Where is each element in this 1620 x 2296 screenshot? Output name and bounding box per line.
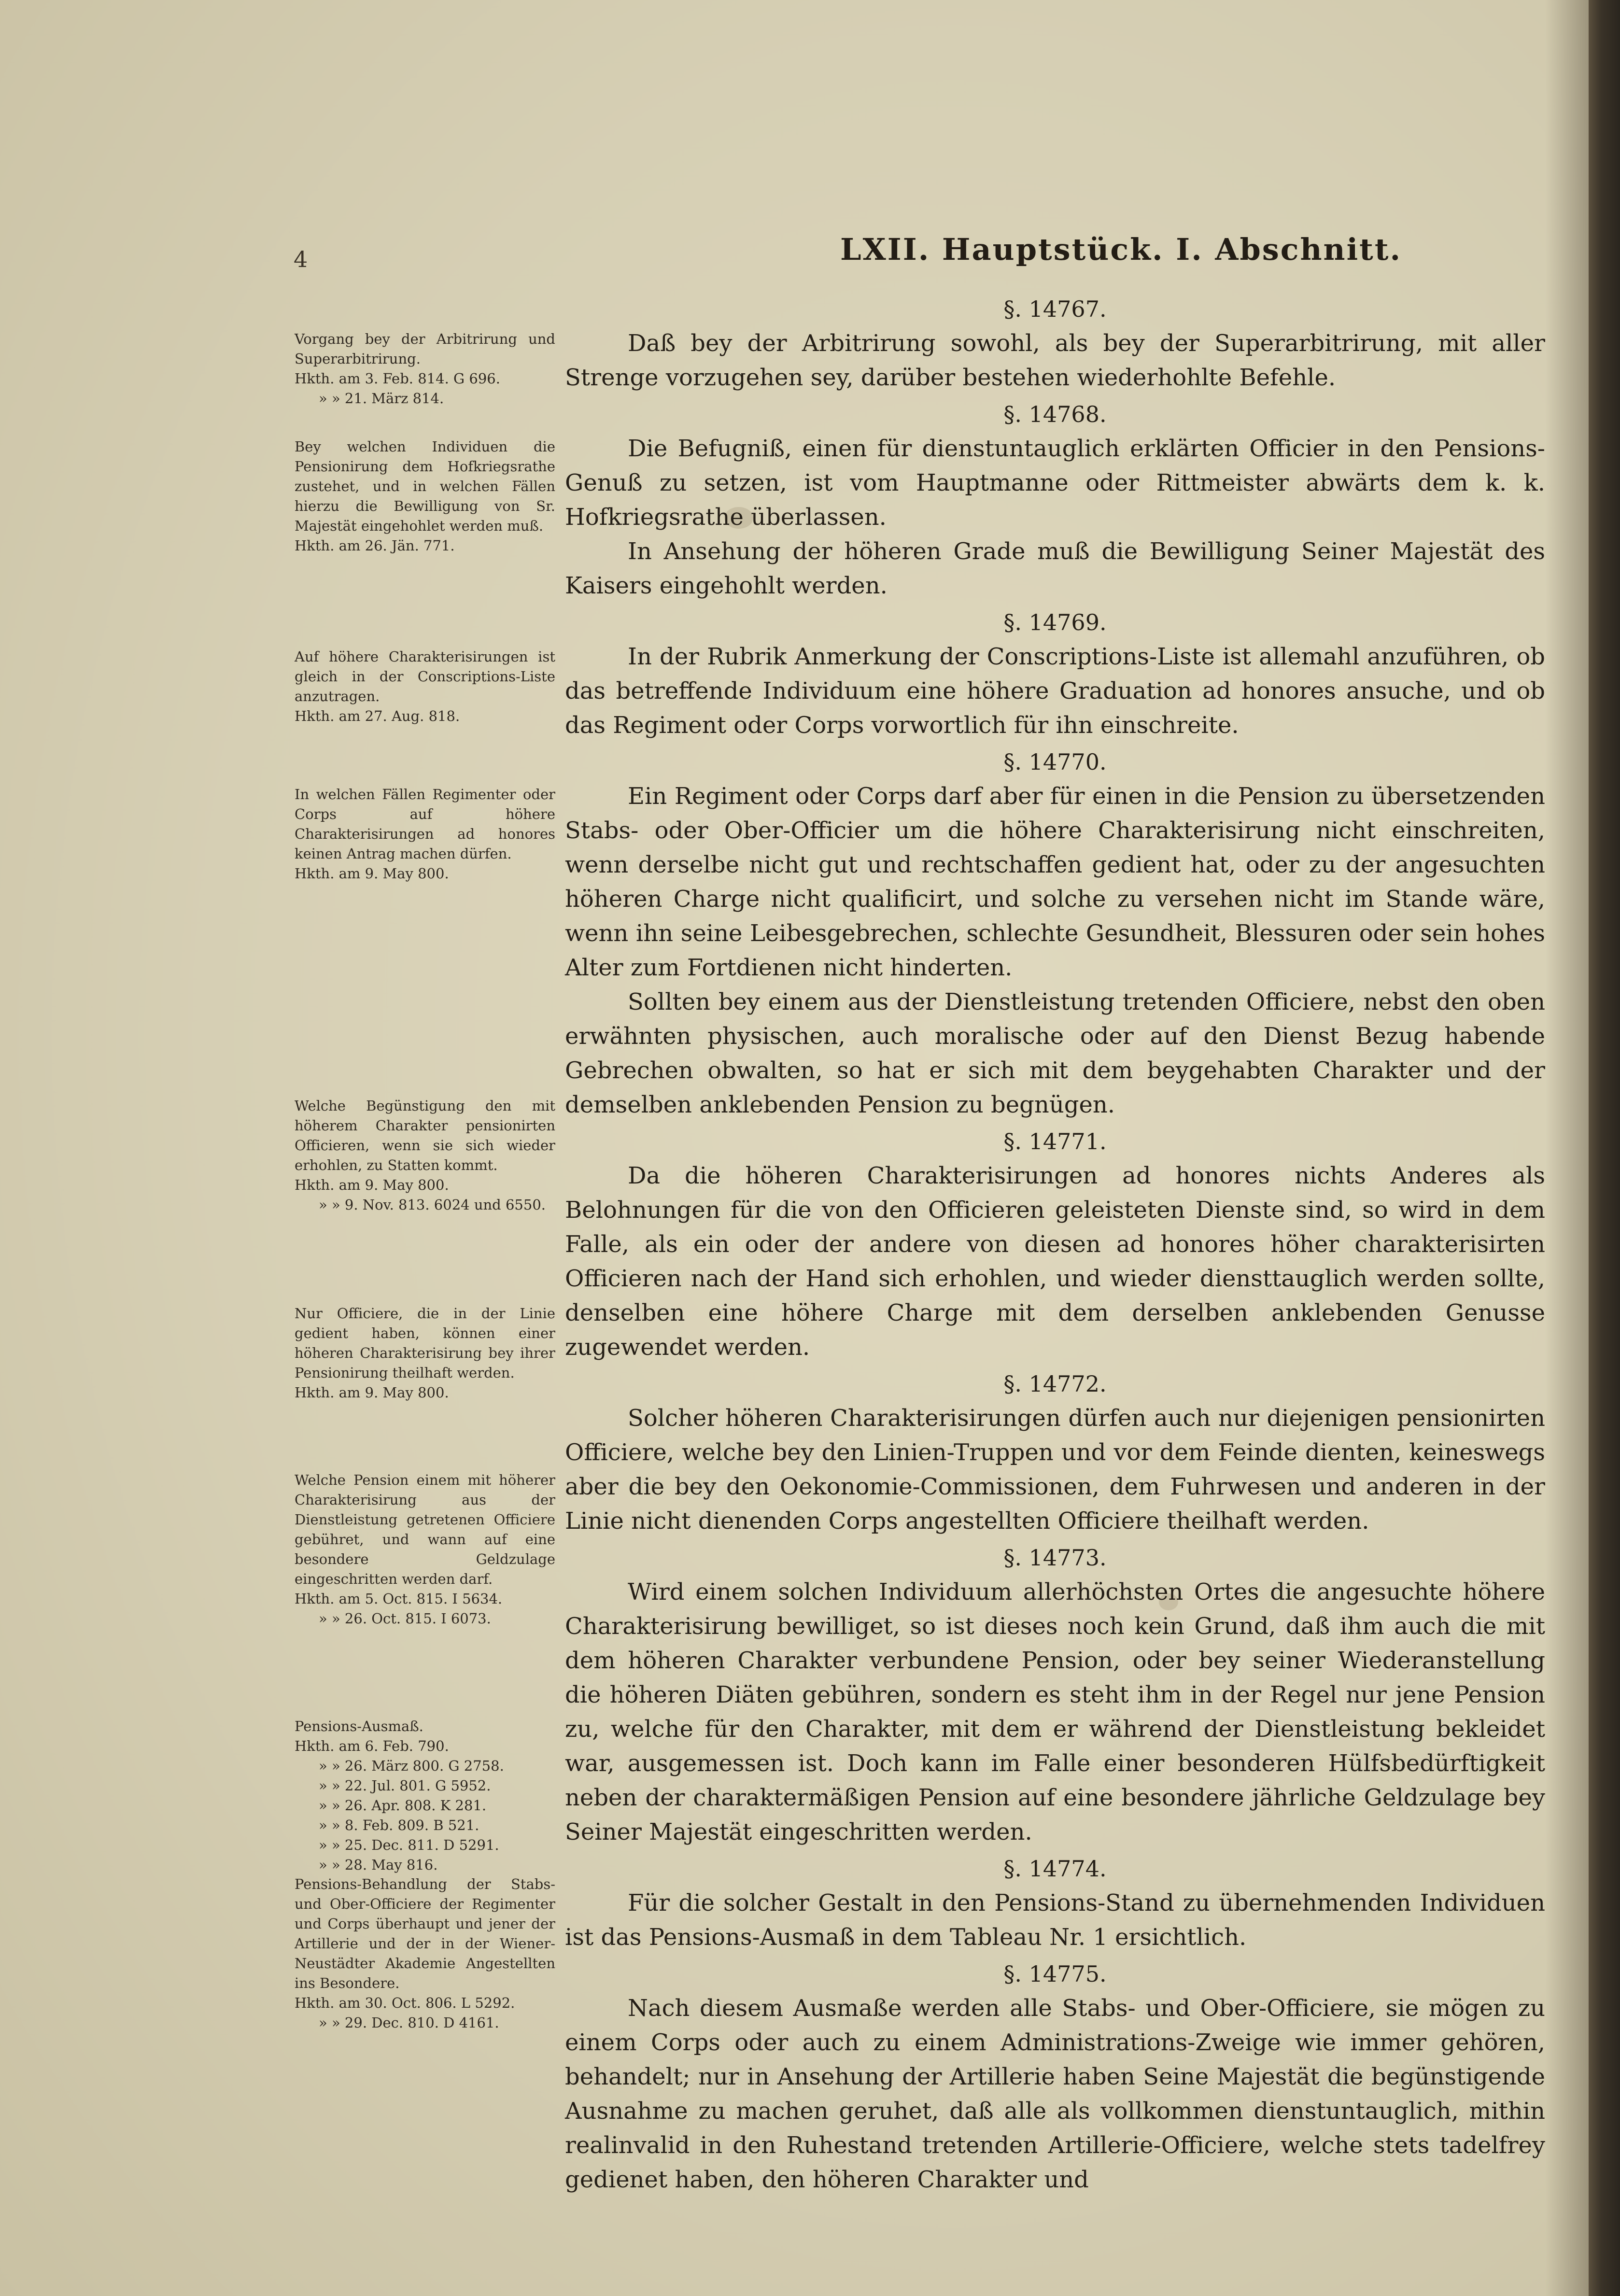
- paragraph: Ein Regiment oder Corps darf aber für einen in die Pension zu übersetzenden Stabs- oder Ober-Officier um die höhere Charakterisirung nicht einschreiten, wenn derselbe nicht gut und rechtschaffen gedient hat, oder zu der angesuchten höheren Charge nicht qualificirt, und solche zu versehen nicht im Stande wäre, wenn ihn seine Leibesgebrechen, schlechte Gesundheit, Blessuren oder sein hohes Alter zum Fortdienen nicht hinderten.: [565, 783, 1545, 981]
- margin-note-ref: Hkth. am 9. May 800.: [295, 865, 449, 882]
- page-number: 4: [294, 246, 308, 272]
- section: [565, 606, 1545, 743]
- book-spine-edge: [1589, 0, 1620, 2296]
- paragraph: Wird einem solchen Individuum allerhöchsten Ortes die angesuchte höhere Charakterisirung bewilliget, so ist dieses noch kein Grund, daß ihm auch die mit dem höheren Charakter verbundene Pension, oder bey seiner Wiederanstellung die höheren Diäten gebühren, sondern es steht ihm in der Regel nur jene Pension zu, welche für den Charakter, mit dem er während der Dienstleistung bekleidet war, ausgemessen ist. Doch kann im Falle einer besonderen Hülfsbedürftigkeit neben der charaktermäßigen Pension auf eine besondere jährliche Geldzulage bey Seiner Majestät eingeschritten werden.: [565, 1578, 1545, 1845]
- section: [565, 1852, 1545, 1955]
- section-number: §. 14770.: [1003, 749, 1107, 775]
- paragraph: Sollten bey einem aus der Dienstleistung tretenden Officiere, nebst den oben erwähnten physischen, auch moralische oder auf den Dienst Bezug habende Gebrechen obwalten, so hat er sich mit dem beygehabten Charakter und der demselben anklebenden Pension zu begnügen.: [565, 988, 1545, 1118]
- margin-note-ref: » » 26. Oct. 815. I 6073.: [319, 1610, 491, 1627]
- main-text-column: [565, 290, 1545, 2197]
- gutter-shadow: [1545, 0, 1589, 2296]
- margin-note-ref: Hkth. am 3. Feb. 814. G 696.: [295, 370, 500, 387]
- margin-note-ref: » » 22. Jul. 801. G 5952.: [319, 1777, 491, 1794]
- margin-note-text: Vorgang bey der Arbitrirung und Superarbitrirung.: [295, 331, 555, 367]
- margin-note-ref: » » 25. Dec. 811. D 5291.: [319, 1837, 499, 1853]
- margin-note-ref: Hkth. am 6. Feb. 790.: [295, 1738, 449, 1754]
- margin-note: [295, 1304, 555, 1403]
- section-number: §. 14774.: [1003, 1856, 1107, 1882]
- section-number: §. 14775.: [1003, 1961, 1107, 1987]
- paragraph: In der Rubrik Anmerkung der Conscriptions-Liste ist allemahl anzuführen, ob das betreffende Individuum eine höhere Graduation ad honores ansuche, und ob das Regiment oder Corps vorwortlich für ihn einschreite.: [565, 643, 1545, 739]
- paragraph: Die Befugniß, einen für dienstuntauglich erklärten Officier in den Pensions-Genuß zu setzen, ist vom Hauptmanne oder Rittmeister abwärts dem k. k. Hofkriegsrathe überlassen.: [565, 435, 1545, 531]
- margin-note-ref: » » 8. Feb. 809. B 521.: [319, 1817, 479, 1833]
- margin-note-ref: Hkth. am 5. Oct. 815. I 5634.: [295, 1591, 503, 1607]
- section: [565, 1367, 1545, 1538]
- margin-note-ref: » » 28. May 816.: [319, 1857, 438, 1873]
- margin-note-ref: Hkth. am 9. May 800.: [295, 1384, 449, 1401]
- margin-note-text: Bey welchen Individuen die Pensionirung dem Hofkriegsrathe zustehet, und in welchen Fällen hierzu die Bewilligung von Sr. Majestät eingehohlet werden muß.: [295, 438, 555, 534]
- margin-note: [295, 785, 555, 884]
- margin-note-ref: Hkth. am 26. Jän. 771.: [295, 537, 455, 554]
- section-number: §. 14767.: [1003, 296, 1107, 322]
- margin-note-ref: » » 26. Apr. 808. K 281.: [319, 1797, 487, 1814]
- margin-note: [295, 1470, 555, 1629]
- margin-note-text: Pensions-Behandlung der Stabs- und Ober-Officiere der Regimenter und Corps überhaupt und jener der Artillerie und der in der Wiener-Neustädter Akademie Angestellten ins Besondere.: [295, 1876, 555, 1991]
- section: [565, 398, 1545, 603]
- margin-note: [295, 437, 555, 556]
- margin-note: [295, 647, 555, 726]
- paragraph: Für die solcher Gestalt in den Pensions-Stand zu übernehmenden Individuen ist das Pensions-Ausmaß in dem Tableau Nr. 1 ersichtlich.: [565, 1889, 1545, 1951]
- margin-note-ref: Hkth. am 27. Aug. 818.: [295, 708, 460, 724]
- margin-note: [295, 1874, 555, 2033]
- margin-note-text: In welchen Fällen Regimenter oder Corps auf höhere Charakterisirungen ad honores keinen Antrag machen dürfen.: [295, 786, 555, 862]
- section: [565, 1958, 1545, 2197]
- margin-note: [295, 329, 555, 408]
- margin-note-ref: » » 21. März 814.: [319, 390, 444, 407]
- section: [565, 1541, 1545, 1849]
- margin-note-text: Pensions-Ausmaß.: [295, 1718, 423, 1734]
- margin-note-ref: » » 26. März 800. G 2758.: [319, 1758, 504, 1774]
- margin-note: [295, 1717, 555, 1875]
- paragraph: Nach diesem Ausmaße werden alle Stabs- und Ober-Officiere, sie mögen zu einem Corps oder auch zu einem Administrations-Zweige wie immer gehören, behandelt; nur in Ansehung der Artillerie haben Seine Majestät die begünstigende Ausnahme zu machen geruhet, daß alle als vollkommen dienstuntauglich, mithin realinvalid in den Ruhestand tretenden Artillerie-Officiere, welche stets tadelfrey gedienet haben, den höheren Charakter und: [565, 1995, 1545, 2193]
- margin-note-text: Nur Officiere, die in der Linie gedient haben, können einer höheren Charakterisirung bey ihrer Pensionirung theilhaft werden.: [295, 1305, 555, 1381]
- section: [565, 1125, 1545, 1365]
- margin-note-text: Welche Pension einem mit höherer Charakterisirung aus der Dienstleistung getretenen Officiere gebühret, und wann auf eine besondere Geldzulage eingeschritten werden darf.: [295, 1472, 555, 1587]
- section: [565, 746, 1545, 1122]
- running-head: LXII. Hauptstück. I. Abschnitt.: [840, 232, 1402, 267]
- section: [565, 293, 1545, 395]
- margin-note-text: Welche Begünstigung den mit höherem Charakter pensionirten Officieren, wenn sie sich wieder erhohlen, zu Statten kommt.: [295, 1098, 555, 1173]
- section-number: §. 14768.: [1003, 401, 1107, 427]
- margin-note-ref: » » 29. Dec. 810. D 4161.: [319, 2014, 499, 2031]
- section-number: §. 14769.: [1003, 609, 1107, 635]
- section-number: §. 14773.: [1003, 1545, 1107, 1571]
- margin-note: [295, 1096, 555, 1215]
- paragraph: Solcher höheren Charakterisirungen dürfen auch nur diejenigen pensionirten Officiere, welche bey den Linien-Truppen und vor dem Feinde dienten, keineswegs aber die bey den Oekonomie-Commissionen, dem Fuhrwesen und anderen in der Linie nicht dienenden Corps angestellten Officiere theilhaft werden.: [565, 1405, 1545, 1535]
- margin-note-ref: Hkth. am 30. Oct. 806. L 5292.: [295, 1995, 515, 2011]
- paragraph: Daß bey der Arbitrirung sowohl, als bey der Superarbitrirung, mit aller Strenge vorzugehen sey, darüber bestehen wiederhohlte Befehle.: [565, 330, 1545, 391]
- margin-note-ref: » » 9. Nov. 813. 6024 und 6550.: [319, 1197, 546, 1213]
- margin-note-text: Auf höhere Charakterisirungen ist gleich in der Conscriptions-Liste anzutragen.: [295, 648, 555, 704]
- paragraph: In Ansehung der höheren Grade muß die Bewilligung Seiner Majestät des Kaisers eingehohlt werden.: [565, 538, 1545, 599]
- margin-note-ref: Hkth. am 9. May 800.: [295, 1177, 449, 1193]
- section-number: §. 14771.: [1003, 1128, 1107, 1155]
- paragraph: Da die höheren Charakterisirungen ad honores nichts Anderes als Belohnungen für die von den Officieren geleisteten Dienste sind, so wird in dem Falle, als ein oder der andere von diesen ad honores höher charakterisirten Officieren nach der Hand sich erhohlen, und wieder diensttauglich werden sollte, denselben eine höhere Charge mit dem derselben anklebenden Genusse zugewendet werden.: [565, 1162, 1545, 1361]
- section-number: §. 14772.: [1003, 1371, 1107, 1397]
